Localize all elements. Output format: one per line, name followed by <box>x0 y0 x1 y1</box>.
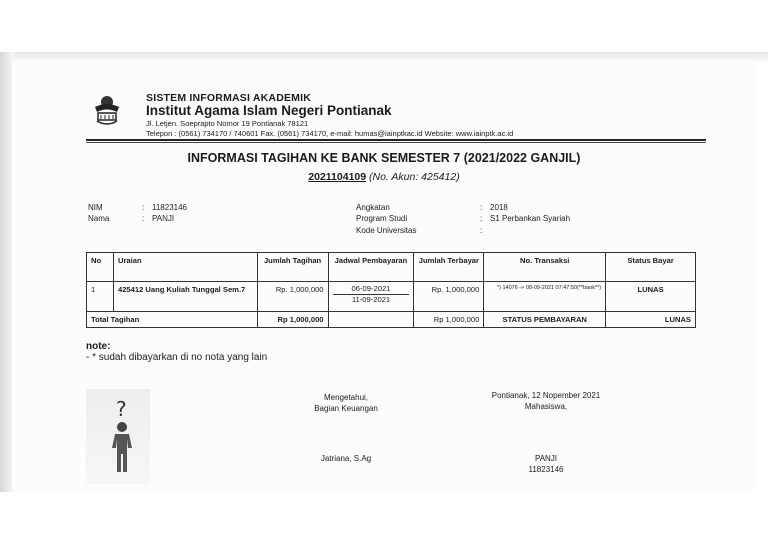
jadwal-start: 06-09-2021 <box>333 284 410 295</box>
header-divider-thin <box>86 142 706 143</box>
status-pembayaran-label: STATUS PEMBAYARAN <box>484 312 606 328</box>
row-jumlah-tagihan: Rp. 1,000,000 <box>257 282 328 312</box>
nim-separator: : <box>142 203 145 212</box>
col-header-jumlah-terbayar: Jumlah Terbayar <box>414 253 484 282</box>
system-name: SISTEM INFORMASI AKADEMIK <box>146 92 312 104</box>
total-jadwal-empty <box>328 312 414 328</box>
bill-reference <box>0 171 768 183</box>
unknown-person-icon <box>104 398 140 476</box>
status-pembayaran-value: LUNAS <box>606 312 696 328</box>
right-sign-title: Mahasiswa, <box>524 402 568 411</box>
document-title: INFORMASI TAGIHAN KE BANK SEMESTER 7 (2021/2022 GANJIL) <box>187 151 581 165</box>
col-header-uraian: Uraian <box>113 253 257 282</box>
kode-label: Kode Universitas <box>356 226 417 235</box>
row-status: LUNAS <box>606 282 696 312</box>
nim-value: 11823146 <box>152 203 187 212</box>
note-title: note: <box>86 341 111 352</box>
table-header-row <box>87 253 696 282</box>
col-header-transaksi: No. Transaksi <box>484 253 606 282</box>
account-number: (No. Akun: 425412) <box>369 171 460 183</box>
nim-label: NIM <box>88 203 103 212</box>
total-tagihan: Rp 1,000,000 <box>257 312 328 328</box>
university-emblem-icon <box>92 93 122 129</box>
left-sign-name: Jatriana, S.Ag <box>320 454 372 463</box>
nama-value: PANJI <box>152 214 175 223</box>
row-uraian: 425412 Uang Kuliah Tunggal Sem.7 <box>113 282 257 312</box>
institution-contact: Telepon : (0561) 734170 / 740601 Fax. (0561) 734170, e-mail: humas@iainptkac.id Website: www.iainptk.ac.id <box>146 129 514 138</box>
billing-table <box>86 252 696 328</box>
nama-separator: : <box>142 214 145 223</box>
institution-name: Institut Agama Islam Negeri Pontianak <box>146 103 392 118</box>
angkatan-separator: : <box>480 203 483 212</box>
nama-label: Nama <box>88 214 110 223</box>
row-no: 1 <box>87 282 114 312</box>
jadwal-end: 11-09-2021 <box>351 295 391 304</box>
col-header-jadwal: Jadwal Pembayaran <box>328 253 414 282</box>
left-sign-title-1: Mengetahui, <box>323 393 369 402</box>
row-transaksi: *) 14076 -> 08-09-2021 07:47:50(**bank**) <box>484 282 606 312</box>
bill-number: 2021104109 <box>308 171 367 183</box>
total-label: Total Tagihan <box>87 312 258 328</box>
question-mark-glyph: ? <box>116 398 127 421</box>
total-row <box>87 312 696 328</box>
header-divider <box>86 139 706 141</box>
col-header-status: Status Bayar <box>606 253 696 282</box>
sign-place-date: Pontianak, 12 Nopember 2021 <box>491 391 601 400</box>
row-jumlah-terbayar: Rp. 1,000,000 <box>414 282 484 312</box>
angkatan-label: Angkatan <box>356 203 390 212</box>
col-header-jumlah-tagihan: Jumlah Tagihan <box>257 253 328 282</box>
prodi-value: S1 Perbankan Syariah <box>490 214 571 223</box>
right-sign-nim: 11823146 <box>528 465 564 474</box>
table-row <box>87 282 696 312</box>
col-header-no: No <box>87 253 114 282</box>
prodi-separator: : <box>480 214 483 223</box>
institution-address: Jl. Letjen. Soeprapto Nomor 19 Pontianak 78121 <box>146 119 309 128</box>
total-terbayar: Rp 1,000,000 <box>414 312 484 328</box>
note-text: - * sudah dibayarkan di no nota yang lain <box>86 352 268 363</box>
angkatan-value: 2018 <box>490 203 508 212</box>
row-jadwal <box>328 282 414 312</box>
prodi-label: Program Studi <box>356 214 408 223</box>
kode-separator: : <box>480 226 483 235</box>
left-sign-title-2: Bagian Keuangan <box>314 404 378 413</box>
right-sign-name: PANJI <box>534 454 558 463</box>
